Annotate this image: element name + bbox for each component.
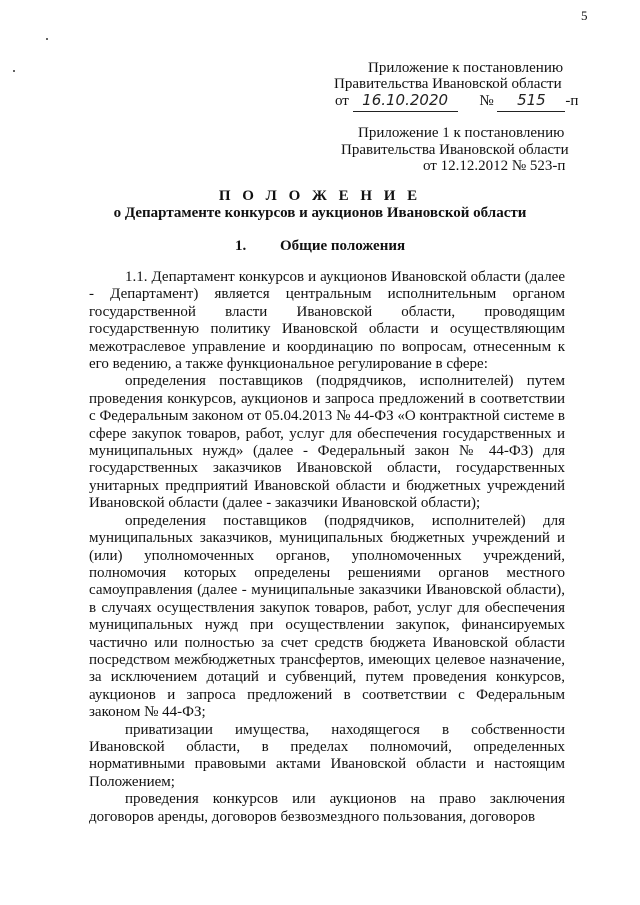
handwritten-date: 16.10.2020 [362,91,449,109]
section-number: 1. [235,238,247,254]
section-heading [235,238,405,255]
appendix-original-line3: от 12.12.2012 № 523-п [423,158,566,174]
page-number: 5 [581,8,588,23]
date-field [353,91,458,112]
date-prefix: от [335,93,349,109]
document-subtitle: о Департаменте конкурсов и аукционов Ивановской области [113,205,527,221]
number-suffix: -п [565,93,579,109]
number-prefix: № [479,93,494,109]
appendix-original-line2: Правительства Ивановской области [341,142,569,158]
document-body [89,269,565,826]
appendix-current-line2: Правительства Ивановской области [334,76,562,92]
paragraph-municipal-procurement: определения поставщиков (подрядчиков, исполнителей) для муниципальных заказчиков, муниципальных бюджетных учреждений и (или) уполномоченных органов, уполномоченных учреждений, полномочия которых определены решениями органов местного самоуправления (далее - муниципальные заказчики Ивановской области), в случаях осуществления закупок товаров, работ, услуг для обеспечения муниципальных нужд при осуществлении закупок, финансируемых частично или полностью за счет средств бюджета Ивановской области посредством межбюджетных трансфертов, имеющих целевое назначение, за исключением дотаций и субвенций, путем проведения конкурсов, аукционов и запроса предложений в соответствии с Федеральным законом № 44-ФЗ; [89,512,565,721]
paragraph-state-procurement: определения поставщиков (подрядчиков, исполнителей) путем проведения конкурсов, аукционов и запроса предложений в соответствии с Федеральным законом от 05.04.2013 № 44-ФЗ «О контрактной системе в сфере закупок товаров, работ, услуг для обеспечения государственных и муниципальных нужд» (далее - Федеральный закон № 44-ФЗ) для государственных заказчиков Ивановской области, государственных унитарных предприятий Ивановской области и бюджетных учреждений Ивановской области (далее - заказчики Ивановской области); [89,373,565,512]
handwritten-number: 515 [517,91,546,109]
paragraph-1-1: 1.1. Департамент конкурсов и аукционов Ивановской области (далее - Департамент) является центральным исполнительным органом государственной власти Ивановской области, проводящим государственную политику Ивановской области и осуществляющим межотраслевое управление и координацию по вопросам, отнесенным к его ведению, а также функциональное регулирование в сфере: [89,269,565,373]
scan-speck [13,70,15,72]
appendix-current-line1: Приложение к постановлению [368,60,564,76]
paragraph-lease-contracts: проведения конкурсов или аукционов на право заключения договоров аренды, договоров безвозмездного пользования, договоров [89,791,565,825]
appendix-original-line1: Приложение 1 к постановлению [358,125,565,141]
appendix-current-date-line [335,91,578,112]
section-title: Общие положения [280,238,406,254]
paragraph-privatization: приватизации имущества, находящегося в собственности Ивановской области, в пределах полномочий, определенных нормативными правовыми актами Ивановской области и настоящим Положением; [89,721,565,790]
number-field [497,91,565,112]
document-title: П О Л О Ж Е Н И Е [218,188,422,204]
scan-speck [46,38,48,40]
